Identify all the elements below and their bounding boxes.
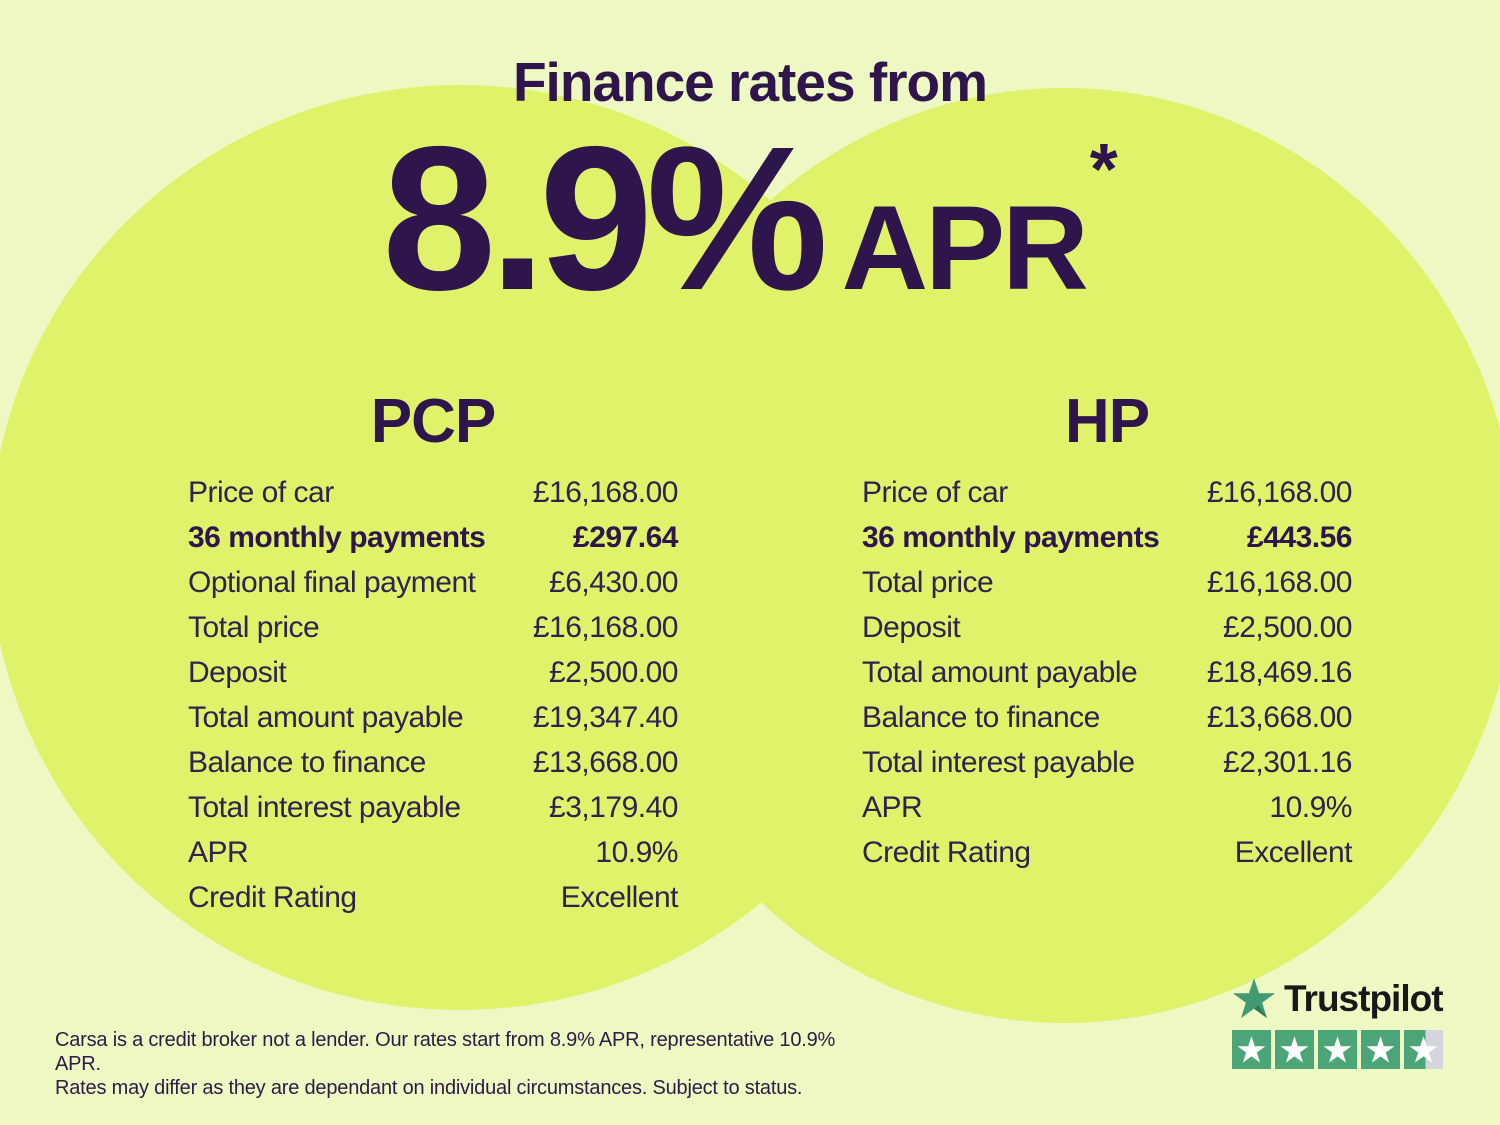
trustpilot-rating-stars: [1232, 1030, 1447, 1069]
row-value: Excellent: [1234, 835, 1352, 869]
star-box-filled: [1318, 1030, 1357, 1069]
table-row: [862, 785, 1352, 830]
hp-table: [862, 470, 1352, 875]
headline-rate: [0, 104, 1500, 333]
pcp-heading: PCP: [370, 387, 496, 456]
star-box-half: [1404, 1030, 1443, 1069]
row-label: Credit Rating: [188, 880, 357, 914]
row-label: Deposit: [862, 610, 961, 644]
table-row: [862, 740, 1352, 785]
disclaimer-line-2: Rates may differ as they are dependant on individual circumstances. Subject to status.: [55, 1077, 803, 1099]
row-value: 10.9%: [595, 835, 678, 869]
row-label: APR: [862, 790, 923, 824]
table-row: [862, 830, 1352, 875]
star-icon: [1237, 1036, 1266, 1064]
row-value: 10.9%: [1269, 790, 1352, 824]
page-title: Finance rates from: [512, 51, 988, 113]
row-label: Total price: [188, 610, 320, 644]
row-value: £297.64: [573, 520, 678, 554]
row-label: Credit Rating: [862, 835, 1031, 869]
table-row: [188, 605, 678, 650]
table-row: [862, 515, 1352, 560]
star-icon: [1366, 1036, 1395, 1064]
row-value: £2,301.16: [1223, 745, 1352, 779]
row-label: 36 monthly payments: [188, 520, 486, 554]
star-icon: [1323, 1036, 1352, 1064]
rate-apr-label: APR: [841, 181, 1086, 315]
table-row: [862, 650, 1352, 695]
row-label: Price of car: [188, 475, 334, 509]
star-box-filled: [1361, 1030, 1400, 1069]
table-row: [188, 470, 678, 515]
table-row: [862, 560, 1352, 605]
table-row: [188, 875, 678, 920]
table-row: [862, 695, 1352, 740]
row-value: £16,168.00: [532, 610, 678, 644]
table-row: [862, 470, 1352, 515]
row-value: £13,668.00: [1206, 700, 1352, 734]
legal-disclaimer: [55, 1028, 875, 1100]
row-label: Optional final payment: [188, 565, 476, 599]
row-label: Balance to finance: [188, 745, 426, 779]
row-value: £443.56: [1247, 520, 1352, 554]
row-label: Balance to finance: [862, 700, 1100, 734]
table-row: [188, 830, 678, 875]
row-value: £18,469.16: [1206, 655, 1352, 689]
star-box-filled: [1275, 1030, 1314, 1069]
trustpilot-wordmark: Trustpilot: [1284, 978, 1443, 1019]
pcp-table: [188, 470, 678, 920]
trustpilot-star-icon: [1232, 978, 1276, 1020]
row-value: £2,500.00: [1223, 610, 1352, 644]
disclaimer-line-1: Carsa is a credit broker not a lender. Our rates start from 8.9% APR, representative 10.9% APR.: [55, 1029, 836, 1075]
table-row: [188, 560, 678, 605]
row-value: £2,500.00: [549, 655, 678, 689]
star-box-filled: [1232, 1030, 1271, 1069]
table-row: [188, 695, 678, 740]
row-label: Total interest payable: [188, 790, 461, 824]
trustpilot-logo: [1232, 978, 1447, 1020]
row-value: £13,668.00: [532, 745, 678, 779]
row-label: Total amount payable: [862, 655, 1138, 689]
star-icon: [1280, 1036, 1309, 1064]
table-row: [188, 785, 678, 830]
table-row: [188, 515, 678, 560]
row-value: £19,347.40: [532, 700, 678, 734]
hp-heading: HP: [1064, 387, 1150, 456]
row-value: £6,430.00: [549, 565, 678, 599]
row-label: 36 monthly payments: [862, 520, 1160, 554]
rate-value: 8.9%: [382, 104, 822, 333]
rate-asterisk: *: [1089, 130, 1118, 210]
star-icon: [1409, 1036, 1438, 1064]
row-label: Total interest payable: [862, 745, 1135, 779]
table-row: [188, 740, 678, 785]
row-label: APR: [188, 835, 249, 869]
row-value: Excellent: [560, 880, 678, 914]
table-row: [862, 605, 1352, 650]
row-label: Total price: [862, 565, 994, 599]
row-value: £16,168.00: [1206, 565, 1352, 599]
row-label: Deposit: [188, 655, 287, 689]
row-value: £16,168.00: [532, 475, 678, 509]
row-label: Total amount payable: [188, 700, 464, 734]
row-value: £16,168.00: [1206, 475, 1352, 509]
table-row: [188, 650, 678, 695]
trustpilot-widget: [1232, 978, 1447, 1069]
row-value: £3,179.40: [549, 790, 678, 824]
row-label: Price of car: [862, 475, 1008, 509]
